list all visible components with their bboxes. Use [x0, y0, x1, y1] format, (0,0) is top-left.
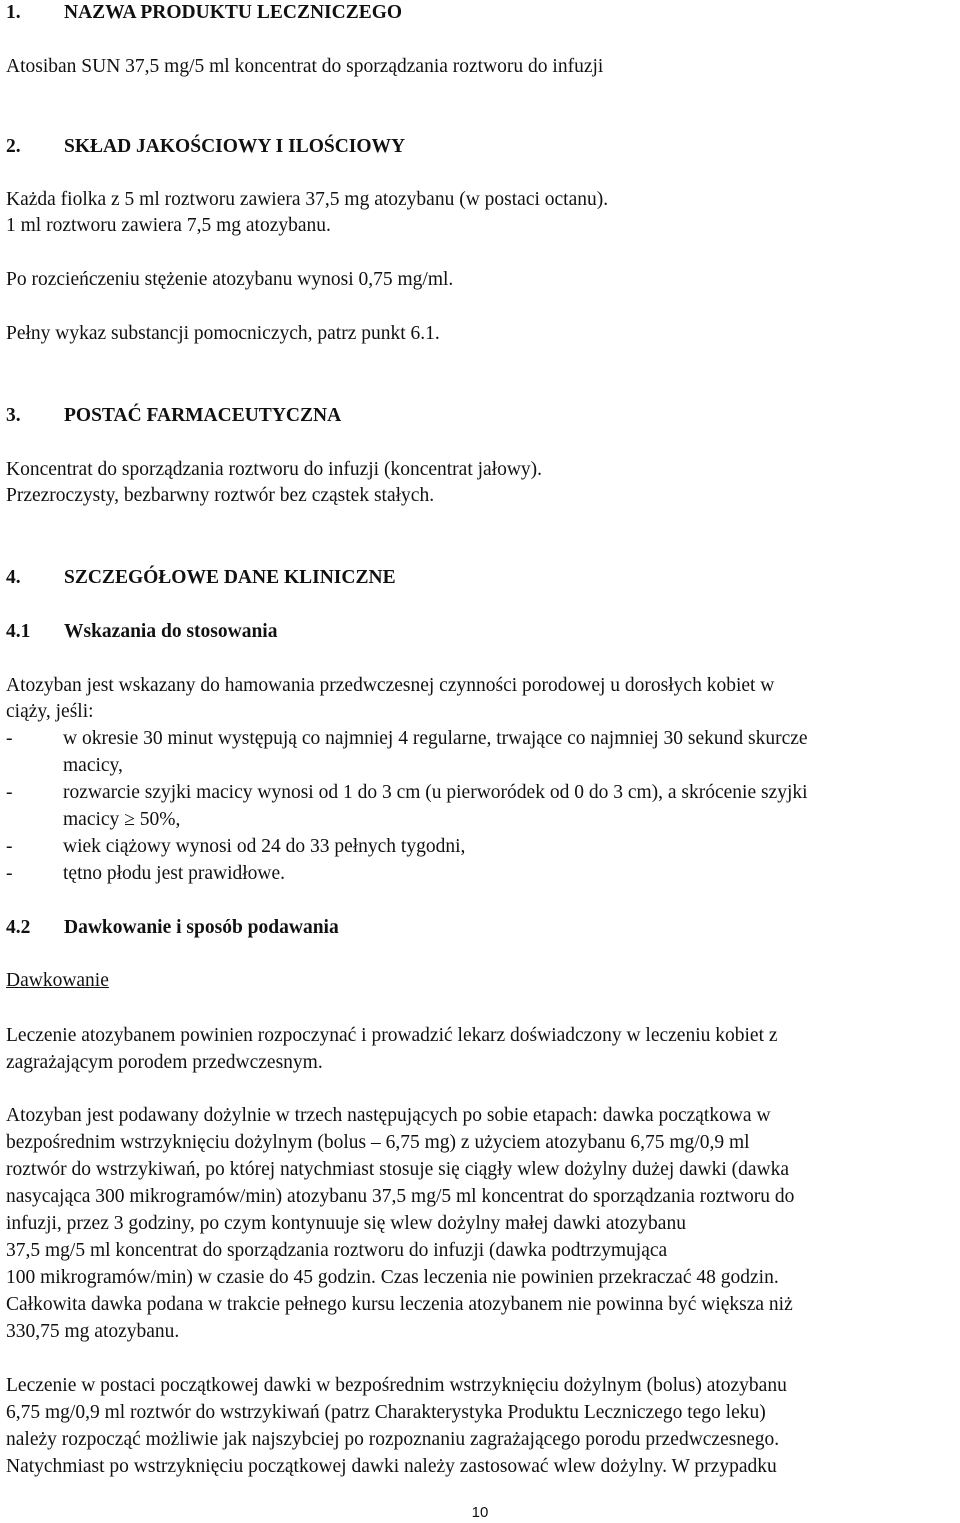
section-1-title: NAZWA PRODUKTU LECZNICZEGO	[64, 2, 403, 23]
paragraph-line: bezpośrednim wstrzyknięciu dożylnym (bolus – 6,75 mg) z użyciem atozybanu 6,75 mg/0,9 ml	[6, 1132, 750, 1153]
section-2-number: 2.	[6, 136, 21, 157]
paragraph-line: 37,5 mg/5 ml koncentrat do sporządzania roztworu do infuzji (dawka podtrzymująca	[6, 1240, 668, 1261]
section-1-number: 1.	[6, 2, 21, 23]
section-3-number: 3.	[6, 405, 21, 426]
form-line: Przezroczysty, bezbarwny roztwór bez cząstek stałych.	[6, 485, 435, 506]
paragraph-line: Atozyban jest podawany dożylnie w trzech następujących po sobie etapach: dawka początkowa w	[6, 1105, 771, 1126]
section-4-2-number: 4.2	[6, 917, 31, 938]
list-item: w okresie 30 minut występują co najmniej 4 regularne, trwające co najmniej 30 sekund skurcze	[63, 728, 808, 749]
paragraph-line: zagrażającym porodem przedwczesnym.	[6, 1052, 323, 1073]
list-item: wiek ciążowy wynosi od 24 do 33 pełnych tygodni,	[63, 836, 466, 857]
composition-line: 1 ml roztworu zawiera 7,5 mg atozybanu.	[6, 215, 331, 236]
paragraph-line: 330,75 mg atozybanu.	[6, 1321, 180, 1342]
product-name: Atosiban SUN 37,5 mg/5 ml koncentrat do sporządzania roztworu do infuzji	[6, 56, 604, 77]
section-4-number: 4.	[6, 567, 21, 588]
paragraph-line: nasycająca 300 mikrogramów/min) atozybanu 37,5 mg/5 ml koncentrat do sporządzania roztworu do	[6, 1186, 795, 1207]
page-number: 10	[471, 1504, 489, 1521]
composition-line: Po rozcieńczeniu stężenie atozybanu wynosi 0,75 mg/ml.	[6, 269, 454, 290]
list-item: macicy,	[63, 755, 123, 776]
composition-line: Każda fiolka z 5 ml roztworu zawiera 37,5 mg atozybanu (w postaci octanu).	[6, 189, 609, 210]
subheading-dosage: Dawkowanie	[6, 970, 109, 991]
paragraph-line: należy rozpocząć możliwie jak najszybciej po rozpoznaniu zagrażającego porodu przedwczesnego.	[6, 1429, 780, 1450]
composition-line: Pełny wykaz substancji pomocniczych, patrz punkt 6.1.	[6, 323, 440, 344]
list-item: rozwarcie szyjki macicy wynosi od 1 do 3 cm (u pierworódek od 0 do 3 cm), a skrócenie szyjki	[63, 782, 808, 803]
list-bullet: -	[6, 782, 13, 803]
indication-intro: Atozyban jest wskazany do hamowania przedwczesnej czynności porodowej u dorosłych kobiet w	[6, 675, 775, 696]
paragraph-line: 100 mikrogramów/min) w czasie do 45 godzin. Czas leczenia nie powinien przekraczać 48 godzin.	[6, 1267, 779, 1288]
list-bullet: -	[6, 863, 13, 884]
section-4-2-title: Dawkowanie i sposób podawania	[64, 917, 339, 938]
section-4-1-title: Wskazania do stosowania	[64, 621, 278, 642]
section-4-1-number: 4.1	[6, 621, 31, 642]
paragraph-line: Natychmiast po wstrzyknięciu początkowej dawki należy zastosować wlew dożylny. W przypadku	[6, 1456, 777, 1477]
section-3-title: POSTAĆ FARMACEUTYCZNA	[64, 405, 342, 426]
indication-intro: ciąży, jeśli:	[6, 701, 94, 722]
form-line: Koncentrat do sporządzania roztworu do infuzji (koncentrat jałowy).	[6, 459, 543, 480]
paragraph-line: 6,75 mg/0,9 ml roztwór do wstrzykiwań (patrz Charakterystyka Produktu Leczniczego tego leku)	[6, 1402, 766, 1423]
paragraph-line: Leczenie atozybanem powinien rozpoczynać i prowadzić lekarz doświadczony w leczeniu kobiet z	[6, 1025, 778, 1046]
list-bullet: -	[6, 836, 13, 857]
section-4-title: SZCZEGÓŁOWE DANE KLINICZNE	[64, 567, 396, 588]
paragraph-line: infuzji, przez 3 godziny, po czym kontynuuje się wlew dożylny małej dawki atozybanu	[6, 1213, 686, 1234]
section-2-title: SKŁAD JAKOŚCIOWY I ILOŚCIOWY	[64, 136, 406, 157]
list-item: macicy ≥ 50%,	[63, 809, 181, 830]
paragraph-line: Całkowita dawka podana w trakcie pełnego kursu leczenia atozybanem nie powinna być większa niż	[6, 1294, 793, 1315]
paragraph-line: roztwór do wstrzykiwań, po której natychmiast stosuje się ciągły wlew dożylny dużej dawki (dawka	[6, 1159, 790, 1180]
list-item: tętno płodu jest prawidłowe.	[63, 863, 286, 884]
paragraph-line: Leczenie w postaci początkowej dawki w bezpośrednim wstrzyknięciu dożylnym (bolus) atozybanu	[6, 1375, 787, 1396]
list-bullet: -	[6, 728, 13, 749]
